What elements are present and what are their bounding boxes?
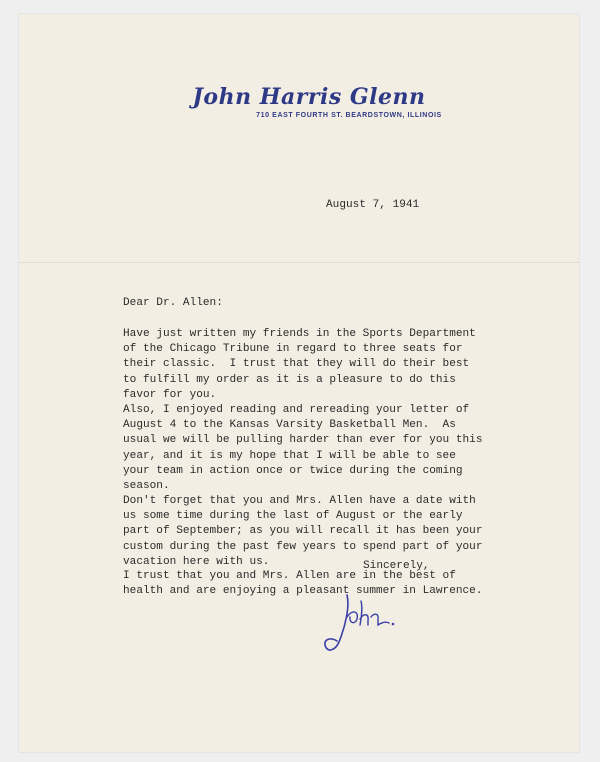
paragraph-2: Also, I enjoyed reading and rereading your letter of August 4 to the Kansas Varsity Basketball Men. As usual we will be pulling harder than ever for you this year, and it is my hope that I will be able to see your team in action once or twice during the coming season. <box>123 404 483 493</box>
handwritten-signature <box>317 587 407 657</box>
letterhead-name: John Harris Glenn <box>192 84 426 110</box>
letter-page <box>19 14 579 752</box>
letter-date: August 7, 1941 <box>326 199 420 211</box>
paragraph-4: I trust that you and Mrs. Allen are in the best of health and are enjoying a pleasant summer in Lawrence. <box>123 570 483 598</box>
fold-crease <box>19 262 579 263</box>
letterhead-address: 710 EAST FOURTH ST. BEARDSTOWN, ILLINOIS <box>256 112 442 119</box>
salutation: Dear Dr. Allen: <box>123 297 223 309</box>
closing: Sincerely, <box>363 560 430 572</box>
letterhead <box>19 84 579 119</box>
paragraph-3: Don't forget that you and Mrs. Allen have a date with us some time during the last of August or the early part of September; as you will recall it has been your custom during the past few years to spend part of your vacation here with us. <box>123 495 483 568</box>
paragraph-1: Have just written my friends in the Sports Department of the Chicago Tribune in regard to three seats for their classic. I trust that they will do their best to fulfill my order as it is a pleasure to do this favor for you. <box>123 328 476 401</box>
